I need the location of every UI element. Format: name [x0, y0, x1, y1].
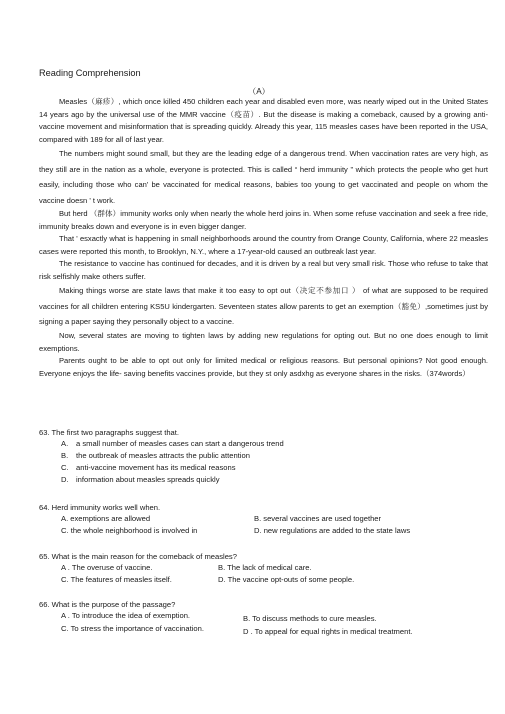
option-63-c[interactable]: [61, 463, 236, 472]
passage: [39, 96, 488, 380]
paragraph-2: The numbers might sound small, but they are the leading edge of a dangerous trend. When vaccination rates are very high, as they still are in the nation as a whole, everyone is protected. This is called “ herd immunity ” which protects the people who get hurt easily, including those who can' be vaccinated for medical reasons, babies too young to get vaccinated and people on whom the vaccine doesn ' t work.: [39, 149, 488, 205]
question-stem: 65. What is the main reason for the comeback of measles?: [39, 552, 237, 561]
option-64-b[interactable]: B. several vaccines are used together: [254, 514, 382, 523]
option-text: the outbreak of measles attracts the public attention: [76, 451, 250, 460]
question-stem: 63. The first two paragraphs suggest that.: [39, 428, 180, 437]
paragraph-8: Parents ought to be able to opt out only for limited medical or religious reasons. But personal opinions? Not good enough. Everyone enjoys the life- saving benefits vaccines provide, but they st only asdxhg as everyone shares in the risks.（374words）: [39, 356, 488, 378]
option-64-a[interactable]: A. exemptions are allowed: [61, 514, 151, 523]
option-text: anti-vaccine movement has its medical reasons: [76, 463, 236, 472]
question-65: [39, 551, 237, 563]
option-64-c[interactable]: C. the whole neighborhood is involved in: [61, 526, 198, 535]
paragraph-4: That ' esxactly what is happening in small neighborhoods around the country from Orange County, California, where 22 measles cases were reported this month, to Brooklyn, N.Y., where a 17-year-old caused an outbreak last year.: [39, 234, 488, 256]
paragraph-5: The resistance to vaccine has continued for decades, and it is driven by a real but very small risk. Those who refuse to take that risk selfishly make others suffer.: [39, 259, 488, 281]
option-65-c[interactable]: C. The features of measles itself.: [61, 575, 172, 584]
option-text: information about measles spreads quickly: [76, 475, 220, 484]
option-letter: C.: [61, 463, 69, 472]
section-label: （A）: [248, 87, 270, 96]
paragraph-3: But herd （群体）immunity works only when nearly the whole herd joins in. When some refuse vaccination and seek a free ride, immunity breaks down and everyone is in even bigger danger.: [39, 209, 488, 231]
option-64-d[interactable]: D. new regulations are added to the state laws: [254, 526, 411, 535]
option-63-a[interactable]: [61, 439, 284, 448]
question-stem: 66. What is the purpose of the passage?: [39, 600, 176, 609]
paragraph-7: Now, several states are moving to tighten laws by adding new regulations for opting out. But no one does enough to limit exemptions.: [39, 330, 488, 353]
question-66: [39, 599, 175, 611]
option-66-c[interactable]: C. To stress the importance of vaccination.: [61, 624, 204, 633]
question-stem: 64. Herd immunity works well when.: [39, 503, 161, 512]
question-63: [39, 427, 179, 439]
option-66-d[interactable]: D . To appeal for equal rights in medical treatment.: [243, 627, 413, 636]
option-65-d[interactable]: D. The vaccine opt-outs of some people.: [218, 575, 355, 584]
option-65-b[interactable]: B. The lack of medical care.: [218, 563, 312, 572]
option-66-a[interactable]: A . To introduce the idea of exemption.: [61, 611, 191, 620]
option-letter: D.: [61, 475, 69, 484]
option-letter: A.: [61, 439, 69, 448]
option-letter: B.: [61, 451, 69, 460]
paragraph-1: Measles（麻疹）, which once killed 450 children each year and disabled even more, was nearly wiped out in the United States 14 years ago by the universal use of the MMR vaccine（疫苗）. But the disease is making a comeback, caused by a growing anti-vaccine movement and misinformation that is spreading quickly. Already this year, 115 measles cases have been reported in the USA, compared with 189 for all of last year.: [39, 97, 488, 144]
page-title: Reading Comprehension: [39, 68, 141, 78]
option-63-b[interactable]: [61, 451, 250, 460]
option-66-b[interactable]: B. To discuss methods to cure measles.: [243, 614, 377, 623]
option-text: a small number of measles cases can start a dangerous trend: [76, 439, 284, 448]
paragraph-6: Making things worse are state laws that make it too easy to opt out（决定不参加口 ） of what are supposed to be required vaccines for all children entering KS5U kindergarten. Seventeen states allow parents to get an exemption（豁免）,sometimes just by signing a paper saying they personally object to a vaccine.: [39, 286, 488, 327]
question-64: [39, 502, 160, 514]
option-63-d[interactable]: [61, 475, 220, 484]
option-65-a[interactable]: A . The overuse of vaccine.: [61, 563, 153, 572]
